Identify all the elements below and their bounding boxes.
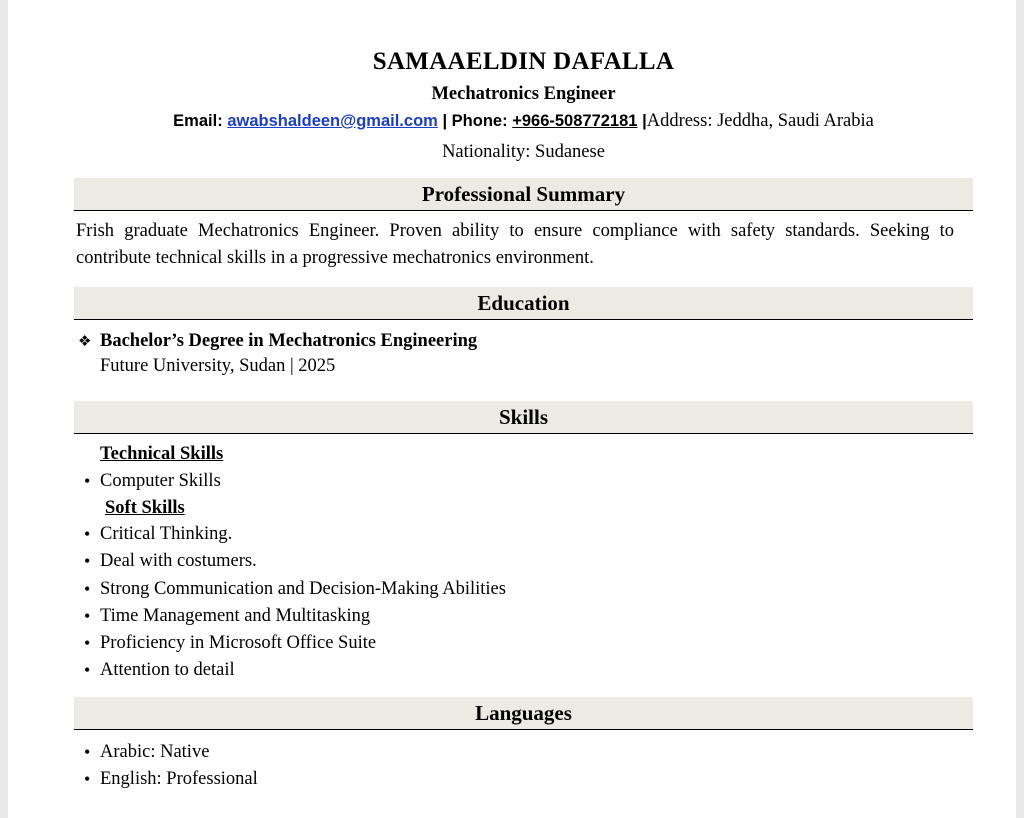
list-item: • Time Management and Multitasking: [84, 603, 506, 630]
address: Address: Jeddha, Saudi Arabia: [646, 111, 874, 131]
contact-line: [74, 111, 973, 132]
section-heading-education: Education: [74, 287, 973, 320]
list-item: • Critical Thinking.: [84, 521, 506, 548]
degree-text: Bachelor’s Degree in Mechatronics Engineering: [100, 331, 478, 351]
contact-separator: |: [642, 112, 647, 130]
candidate-name: SAMAAELDIN DAFALLA: [372, 48, 675, 75]
soft-skills-list: [84, 521, 506, 685]
section-heading-languages: Languages: [74, 697, 973, 730]
education-degree: [78, 331, 477, 352]
list-item: • Arabic: Native: [84, 739, 258, 766]
list-item: • Proficiency in Microsoft Office Suite: [84, 630, 506, 657]
soft-skills-heading: Soft Skills: [105, 498, 185, 518]
education-school: Future University, Sudan | 2025: [100, 356, 336, 376]
technical-skills-heading: Technical Skills: [100, 444, 224, 464]
email-label: Email:: [173, 112, 223, 130]
list-item: • Deal with costumers.: [84, 548, 506, 575]
job-title: Mechatronics Engineer: [431, 84, 616, 104]
languages-list: [84, 739, 258, 794]
technical-skills-list: [84, 468, 221, 495]
section-heading-summary: Professional Summary: [74, 178, 973, 211]
page-edge-left: [0, 0, 8, 818]
list-item: • Computer Skills: [84, 468, 221, 495]
phone-number[interactable]: +966-508772181: [512, 112, 638, 130]
list-item: • English: Professional: [84, 766, 258, 793]
list-item: • Strong Communication and Decision-Making Abilities: [84, 576, 506, 603]
summary-text: Frish graduate Mechatronics Engineer. Proven ability to ensure compliance with safety standards. Seeking to contribute technical skills in a progressive mechatronics environment.: [76, 221, 954, 268]
list-item: • Attention to detail: [84, 657, 506, 684]
diamond-bullet-icon: ❖: [78, 332, 92, 350]
phone-label: | Phone:: [442, 112, 508, 130]
email-link[interactable]: awabshaldeen@gmail.com: [227, 112, 438, 130]
nationality: Nationality: Sudanese: [442, 142, 605, 162]
section-heading-skills: Skills: [74, 401, 973, 434]
page-edge-right: [1016, 0, 1024, 818]
